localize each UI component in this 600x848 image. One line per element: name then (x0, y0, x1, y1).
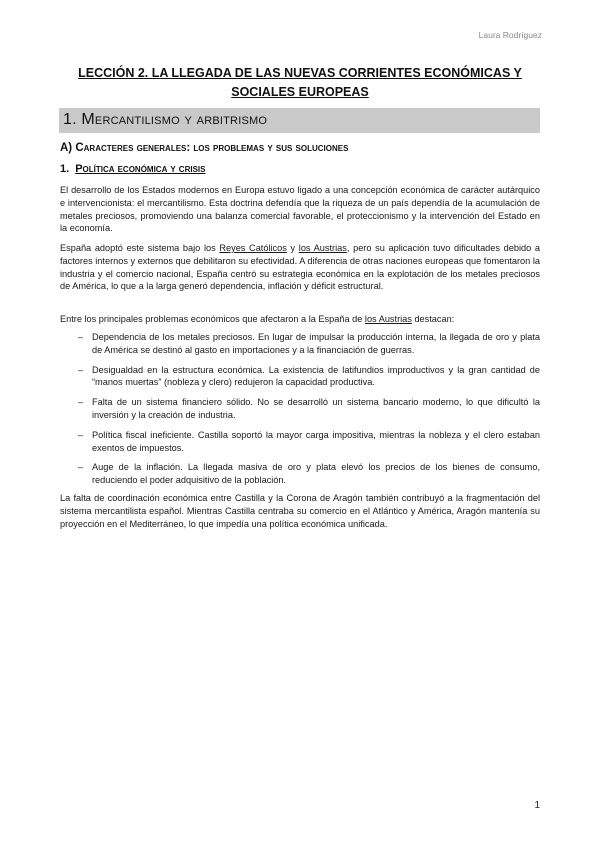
paragraph-2-text-start: España adoptó este sistema bajo los (60, 243, 220, 253)
link-los-austrias[interactable]: los Austrias (298, 243, 347, 253)
list-item (78, 331, 540, 357)
paragraph-4: La falta de coordinación económica entre Castilla y la Corona de Aragón también contribuyó a la fragmentación del sistema mercantilista español. Mientras Castilla centraba su comercio en el Atlántico y América, Aragón mantenía su proyección en el Mediterráneo, lo que impedía una política económica unificada. (60, 493, 540, 529)
paragraph-1: El desarrollo de los Estados modernos en Europa estuvo ligado a una concepción económica de carácter autárquico e intervencionista: el mercantilismo. Esta doctrina defendía que la riqueza de un país dependía de la acumulación de metales preciosos, promoviendo una balanza comercial favorable, el proteccionismo y la intervención del Estado en la economía. (60, 185, 540, 234)
list-item-text: Política fiscal ineficiente. Castilla soportó la mayor carga impositiva, mientras la nobleza y el clero estaban exentos de impuestos. (92, 429, 540, 453)
paragraph-3 (60, 313, 540, 326)
list-item (78, 396, 540, 422)
list-item-text: Desigualdad en la estructura económica. La existencia de latifundios improductivos y la gran cantidad de “manos muertas” (nobleza y clero) redujeron la capacidad productiva. (92, 364, 540, 388)
subsection-1-title: Política económica y crisis (75, 163, 206, 175)
list-item-text: Dependencia de los metales preciosos. En lugar de impulsar la producción interna, la llegada de oro y plata de América se destinó al gasto en importaciones y a la financiación de guerras. (92, 332, 540, 355)
lesson-title-line-2: SOCIALES EUROPEAS (231, 85, 369, 99)
paragraph-2-text-end: , pero su aplicación tuvo dificultades debido a factores internos y externos que debilitaron su efectividad. A diferencia de otras naciones europeas que fomentaron la industria y el comercio nacional, España centró su estrategia económica en la explotación de los metales preciosos de América, lo que a la larga generó dependencia, inflación y déficit estructural. (60, 243, 541, 292)
subsection-1-number: 1. (60, 163, 70, 175)
list-item (78, 461, 540, 487)
section-heading: 1. Mercantilismo y arbitrismo (63, 111, 268, 128)
paragraph-3-text-start: Entre los principales problemas económicos que afectaron a la España de (60, 314, 365, 324)
link-los-austrias-2[interactable]: los Austrias (364, 314, 412, 324)
subsection-1-heading (60, 163, 205, 175)
problems-list (78, 331, 540, 494)
bullet-dash: – (78, 332, 84, 342)
link-reyes-catolicos[interactable]: Reyes Católicos (219, 243, 287, 253)
list-item-text: Falta de un sistema financiero sólido. No se desarrolló un sistema bancario moderno, lo que dificultó la inversión y la creación de industria. (92, 397, 540, 420)
header-author: Laura Rodríguez (478, 30, 542, 40)
paragraph-2-text-mid: y (286, 243, 299, 253)
paragraph-2 (60, 242, 540, 293)
bullet-dash: – (78, 429, 84, 440)
paragraph-3-text-end: destacan: (411, 314, 455, 324)
subsection-a-heading: A) Caracteres generales: los problemas y sus soluciones (60, 142, 349, 154)
bullet-dash: – (78, 397, 84, 408)
list-item (78, 429, 540, 455)
page-number: 1 (534, 800, 540, 811)
lesson-title (62, 64, 538, 102)
bullet-dash: – (78, 462, 84, 473)
list-item-text: Auge de la inflación. La llegada masiva de oro y plata elevó los precios de los bienes de consumo, reduciendo el poder adquisitivo de la población. (92, 462, 540, 486)
lesson-title-line-1: LECCIÓN 2. LA LLEGADA DE LAS NUEVAS CORRIENTES ECONÓMICAS Y (78, 66, 522, 80)
bullet-dash: – (78, 364, 84, 375)
section-heading-band (59, 108, 540, 133)
list-item (78, 364, 540, 390)
